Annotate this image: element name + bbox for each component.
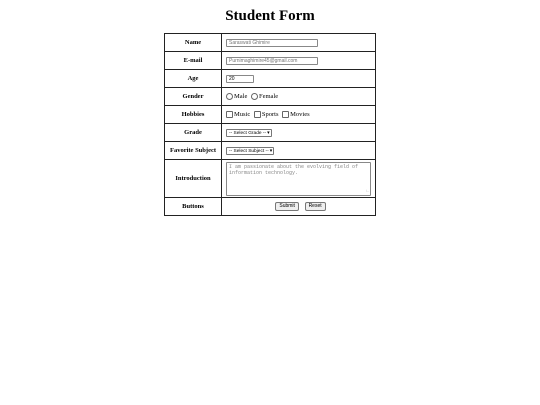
reset-button[interactable]: Reset [305,202,326,211]
name-label: Name [165,34,222,52]
hobby-sports-checkbox[interactable] [254,111,261,118]
introduction-placeholder: I am passionate about the evolving field of information technology. [229,163,359,176]
hobby-movies-checkbox[interactable] [282,111,289,118]
form-row-subject [165,142,376,160]
form-row-name [165,34,376,52]
chevron-down-icon: ▾ [269,147,273,154]
introduction-textarea[interactable] [226,162,371,196]
age-input[interactable]: 20 [226,75,254,83]
form-row-introduction [165,160,376,198]
hobby-movies-label: Movies [290,111,310,118]
gender-male-label: Male [234,93,248,100]
form-row-grade [165,124,376,142]
email-label: E-mail [165,52,222,70]
age-label: Age [165,70,222,88]
introduction-label: Introduction [165,160,222,198]
submit-button[interactable]: Submit [275,202,299,211]
grade-select-value: -- Select Grade -- [229,130,267,136]
buttons-label: Buttons [165,198,222,216]
gender-female-label: Female [258,93,279,100]
subject-label: Favorite Subject [165,142,222,160]
hobbies-label: Hobbies [165,106,222,124]
hobby-music-label: Music [234,111,251,118]
form-row-gender [165,88,376,106]
gender-female-radio[interactable] [251,93,258,100]
subject-select[interactable] [226,147,274,155]
form-row-age [165,70,376,88]
form-row-buttons [165,198,376,216]
name-input[interactable]: Saraswati Ghimire [226,39,318,47]
grade-select[interactable] [226,129,272,137]
grade-label: Grade [165,124,222,142]
gender-label: Gender [165,88,222,106]
gender-male-radio[interactable] [226,93,233,100]
hobby-music-checkbox[interactable] [226,111,233,118]
hobby-sports-label: Sports [261,111,279,118]
form-row-hobbies [165,106,376,124]
subject-select-value: -- Select Subject -- [229,148,269,154]
page-title: Student Form [225,8,315,24]
email-input[interactable]: Purnimaghimire45@gmail.com [226,57,318,65]
form-row-email [165,52,376,70]
resize-grip-icon[interactable]: ∟ [366,189,369,194]
chevron-down-icon: ▾ [267,129,270,136]
student-form-table [164,33,376,216]
